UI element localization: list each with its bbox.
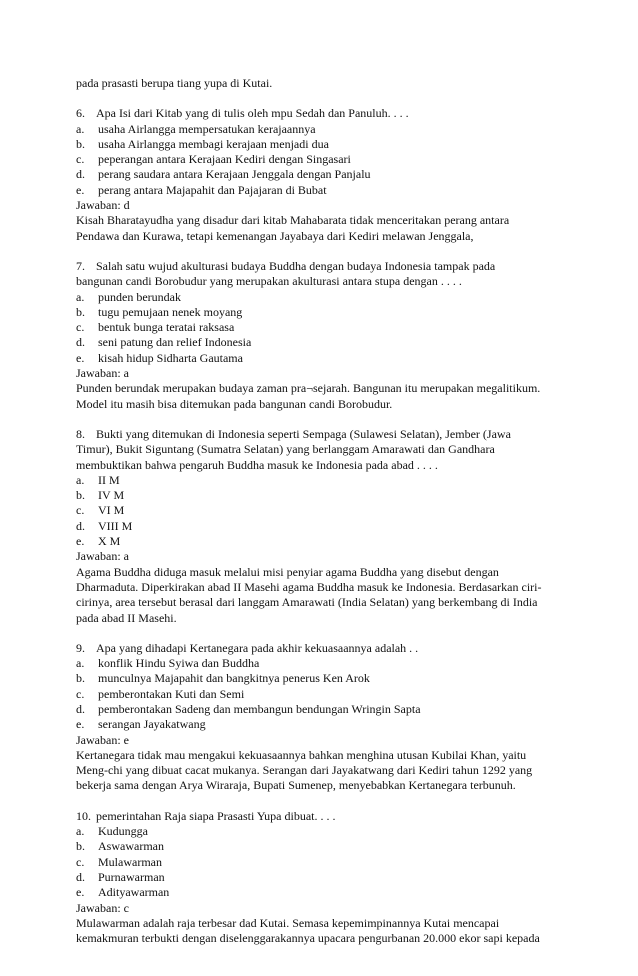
answer-option [76,290,564,305]
explanation-line: Model itu masih bisa ditemukan pada bangunan candi Borobudur. [76,396,393,411]
option-text: serangan Jayakatwang [98,717,206,732]
question-block [76,106,564,244]
question-text-continued: bangunan candi Borobudur yang merupakan akulturasi antara stupa dengan . . . . [76,274,462,289]
question-stem: Apa Isi dari Kitab yang di tulis oleh mpu Sedah dan Panuluh. . . . [96,106,409,121]
option-letter: a. [76,656,85,671]
option-text: pemberontakan Sadeng dan membangun bendungan Wringin Sapta [98,701,421,716]
explanation-line: Kisah Bharatayudha yang disadur dari kitab Mahabarata tidak menceritakan perang antara [76,213,510,228]
answer-option [76,488,564,503]
answer-option [76,717,564,732]
answer-key: Jawaban: a [76,549,129,564]
option-letter: c. [76,320,85,335]
option-letter: e. [76,350,85,365]
option-letter: c. [76,854,85,869]
question-block [76,809,564,947]
answer-option [76,839,564,854]
answer-key: Jawaban: d [76,198,130,213]
question-list [76,91,564,946]
explanation-line: Mulawarman adalah raja terbesar dad Kutai. Semasa kepemimpinannya Kutai mencapai [76,915,500,930]
answer-option [76,855,564,870]
option-text: peperangan antara Kerajaan Kediri dengan Singasari [98,152,351,167]
question-text [76,641,564,656]
explanation-line: Pendawa dan Kurawa, tetapi kemenangan Jayabaya dari Kediri melawan Jenggala, [76,228,474,243]
option-text: Aswawarman [98,839,164,854]
option-letter: e. [76,717,85,732]
question-text-continued: Timur), Bukit Siguntang (Sumatra Selatan) yang berlanggam Amarawati dan Gandhara [76,442,495,457]
question-stem: Bukti yang ditemukan di Indonesia seperti Sempaga (Sulawesi Selatan), Jember (Jawa [96,426,511,441]
question-number: 6. [76,106,85,121]
paragraph-gap [76,91,564,106]
answer-option [76,503,564,518]
option-letter: d. [76,167,85,182]
question-stem: pemerintahan Raja siapa Prasasti Yupa dibuat. . . . [96,808,336,823]
option-letter: d. [76,335,85,350]
option-letter: d. [76,701,85,716]
option-letter: c. [76,686,85,701]
option-text: pemberontakan Kuti dan Semi [98,686,245,701]
option-text: munculnya Majapahit dan bangkitnya penerus Ken Arok [98,671,370,686]
answer-key: Jawaban: a [76,366,129,381]
option-text: tugu pemujaan nenek moyang [98,304,243,319]
option-letter: d. [76,869,85,884]
answer-option [76,687,564,702]
answer-option [76,122,564,137]
option-letter: b. [76,136,85,151]
option-text: VI M [98,503,125,518]
option-text: Adityawarman [98,885,170,900]
intro-text: pada prasasti berupa tiang yupa di Kutai. [76,76,273,90]
question-text-continued: membuktikan bahwa pengaruh Buddha masuk ke Indonesia pada abad . . . . [76,457,438,472]
question-stem: Apa yang dihadapi Kertanegara pada akhir kekuasaannya adalah . . [96,640,419,655]
option-letter: a. [76,472,85,487]
option-text: kisah hidup Sidharta Gautama [98,350,243,365]
answer-key: Jawaban: e [76,732,129,747]
question-number: 9. [76,640,85,655]
question-number: 10. [76,808,91,823]
answer-option [76,702,564,717]
option-letter: c. [76,503,85,518]
paragraph-gap [76,244,564,259]
option-letter: b. [76,671,85,686]
option-letter: b. [76,304,85,319]
question-text [76,427,564,442]
option-text: perang antara Majapahit dan Pajajaran di Bubat [98,182,327,197]
option-text: usaha Airlangga mempersatukan kerajaannya [98,121,316,136]
answer-option [76,183,564,198]
option-text: II M [98,472,120,487]
answer-option [76,335,564,350]
paragraph-gap [76,794,564,809]
option-text: Mulawarman [98,854,162,869]
answer-key: Jawaban: c [76,900,129,915]
option-letter: d. [76,518,85,533]
paragraph-gap [76,626,564,641]
question-block [76,259,564,412]
answer-option [76,152,564,167]
question-block [76,641,564,794]
option-text: X M [98,534,121,549]
question-text [76,259,564,274]
answer-option [76,824,564,839]
option-letter: b. [76,839,85,854]
option-letter: a. [76,121,85,136]
answer-option [76,870,564,885]
explanation-line: Meng-chi yang dibuat cacat mukanya. Serangan dari Jayakatwang dari Kediri tahun 1292 yang [76,763,533,778]
option-letter: a. [76,289,85,304]
answer-option [76,320,564,335]
answer-option [76,885,564,900]
answer-option [76,473,564,488]
option-text: konflik Hindu Syiwa dan Buddha [98,656,260,671]
answer-option [76,351,564,366]
option-text: VIII M [98,518,133,533]
explanation-line: kemakmuran terbukti dengan diselenggarakannya upacara pengurbanan 20.000 ekor sapi kepada [76,931,540,946]
answer-option [76,305,564,320]
question-stem: Salah satu wujud akulturasi budaya Buddha dengan budaya Indonesia tampak pada [96,258,496,273]
explanation-line: cirinya, area tersebut berasal dari langgam Amarawati (India Selatan) yang berkembang di India [76,595,538,610]
question-number: 8. [76,426,85,441]
question-number: 7. [76,258,85,273]
option-letter: a. [76,824,85,839]
option-letter: b. [76,488,85,503]
document-content [76,76,564,946]
question-text [76,809,564,824]
option-text: perang saudara antara Kerajaan Jenggala dengan Panjalu [98,167,371,182]
answer-option [76,534,564,549]
explanation-line: bekerja sama dengan Arya Wiraraja, Bupati Sumenep, menyebabkan Kertanegara terbunuh. [76,778,516,793]
answer-option [76,519,564,534]
answer-option [76,137,564,152]
option-letter: e. [76,182,85,197]
question-text [76,106,564,121]
explanation-line: Dharmaduta. Diperkirakan abad II Masehi agama Buddha masuk ke Indonesia. Berdasarkan ciri- [76,579,542,594]
paragraph-gap [76,412,564,427]
explanation-line: Kertanegara tidak mau mengakui kekuasaannya bahkan menghina utusan Kubilai Khan, yaitu [76,747,527,762]
answer-option [76,656,564,671]
explanation-line: Agama Buddha diduga masuk melalui misi penyiar agama Buddha yang disebut dengan [76,564,499,579]
explanation-line: Punden berundak merupakan budaya zaman pra¬sejarah. Bangunan itu merupakan megalitikum. [76,381,541,396]
answer-option [76,167,564,182]
option-text: usaha Airlangga membagi kerajaan menjadi dua [98,136,329,151]
question-block [76,427,564,626]
option-letter: e. [76,885,85,900]
option-letter: c. [76,152,85,167]
explanation-line: pada abad II Masehi. [76,610,177,625]
option-text: Kudungga [98,824,148,839]
answer-option [76,671,564,686]
option-text: bentuk bunga teratai raksasa [98,320,235,335]
option-text: punden berundak [98,289,181,304]
option-letter: e. [76,534,85,549]
option-text: Purnawarman [98,869,165,884]
option-text: IV M [98,488,125,503]
option-text: seni patung dan relief Indonesia [98,335,252,350]
